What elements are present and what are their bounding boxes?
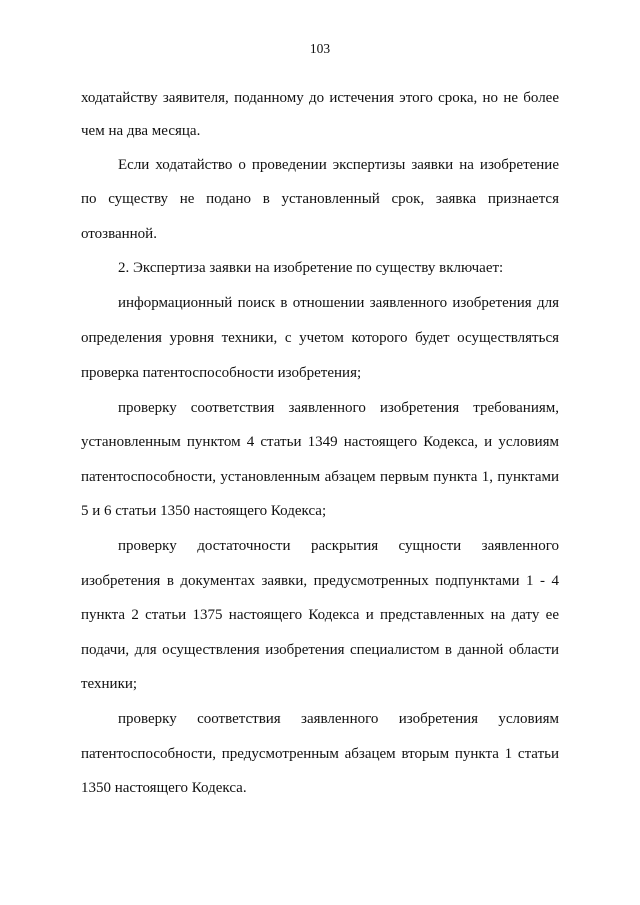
paragraph-1-line-1: ходатайству заявителя, поданному до истечения этого срока, но не более	[81, 90, 559, 106]
paragraph-2-line-1: Если ходатайство о проведении экспертизы заявки на изобретение	[118, 157, 559, 173]
paragraph-1-line-2: чем на два месяца.	[81, 123, 201, 139]
paragraph-6-line-3: пункта 2 статьи 1375 настоящего Кодекса и представленных на дату ее	[81, 607, 559, 623]
paragraph-6-line-4: подачи, для осуществления изобретения специалистом в данной области	[81, 642, 559, 658]
paragraph-2-line-3: отозванной.	[81, 226, 157, 242]
paragraph-7-line-1: проверку соответствия заявленного изобретения условиям	[118, 711, 559, 727]
paragraph-2-line-2: по существу не подано в установленный срок, заявка признается	[81, 191, 559, 207]
paragraph-6-line-2: изобретения в документах заявки, предусмотренных подпунктами 1 - 4	[81, 573, 559, 589]
paragraph-6-line-5: техники;	[81, 676, 138, 692]
paragraph-7-line-2: патентоспособности, предусмотренным абзацем вторым пункта 1 статьи	[81, 746, 559, 762]
paragraph-5-line-2: установленным пунктом 4 статьи 1349 настоящего Кодекса, и условиям	[81, 434, 559, 450]
paragraph-5-line-1: проверку соответствия заявленного изобретения требованиям,	[118, 400, 559, 416]
paragraph-5-line-3: патентоспособности, установленным абзацем первым пункта 1, пунктами	[81, 469, 559, 485]
page-number: 103	[309, 41, 331, 56]
paragraph-7-line-3: 1350 настоящего Кодекса.	[81, 780, 247, 796]
paragraph-3-line-1: 2. Экспертиза заявки на изобретение по существу включает:	[118, 260, 504, 276]
paragraph-5-line-4: 5 и 6 статьи 1350 настоящего Кодекса;	[81, 503, 327, 519]
paragraph-6-line-1: проверку достаточности раскрытия сущности заявленного	[118, 538, 559, 554]
paragraph-4-line-1: информационный поиск в отношении заявленного изобретения для	[118, 295, 559, 311]
paragraph-4-line-3: проверка патентоспособности изобретения;	[81, 365, 362, 381]
paragraph-4-line-2: определения уровня техники, с учетом которого будет осуществляться	[81, 330, 559, 346]
